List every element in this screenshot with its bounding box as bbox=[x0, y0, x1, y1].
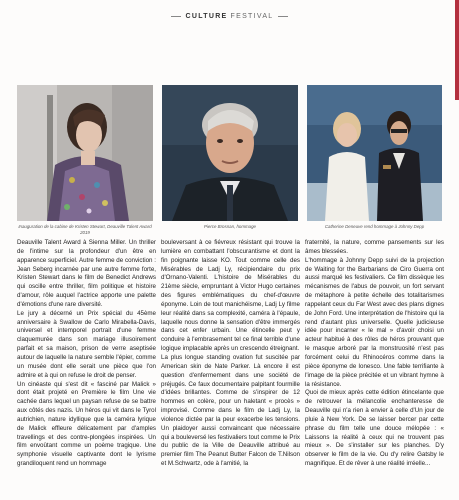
caption-photo-2: Pierce Brosnan, hommage bbox=[204, 224, 256, 229]
section-header bbox=[0, 9, 459, 23]
paragraph: Un cinéaste qui s'est dit « fasciné par Malick » dont était projeté en Première le film Une vie cachée dans lequel un paysan refuse de se battre aux côtés des nazis. Un héros qui vit dans le Tyrol autrichien, nature idyllique que la caméra lyrique de Malick effleure délicatement par d'amples travellings et des contre-plongées inspirées. Un film envoûtant comme un poème tragique. Une symphonie visuelle captivante dont le lyrisme grandiloquent rend un hommage bbox=[17, 380, 156, 468]
caption-photo-1: Inauguration de la cabine de Kristen Stewart, Deauville Talent Award 2019 bbox=[18, 224, 152, 235]
header-rule-right bbox=[278, 16, 288, 17]
caption-photo-3: Catherine Deneuve rend hommage à Johnny Depp bbox=[324, 224, 425, 229]
article-column-3 bbox=[305, 239, 444, 469]
paragraph: Deauville Talent Award à Sienna Miller. Un thriller de l'intime sur la profondeur d'un être en apparence superficiel. Autre femme de conviction : Jean Seberg incarnée par une autre femme forte, Kristen Stewart dans le film de Benedict Andrews qui oscille entre thriller, film politique et histoire d'amour, rôle auquel l'actrice apporte une palette d'émotions d'une rare diversité. bbox=[17, 239, 156, 308]
photo-kristen-stewart bbox=[17, 85, 153, 221]
paragraph: fraternité, la nature, comme pansements sur les âmes blessées. bbox=[305, 239, 444, 255]
header-rule-left bbox=[171, 16, 181, 17]
paragraph: Le jury a décerné un Prix spécial du 45ème anniversaire à Swallow de Carlo Mirabella-Davis, universel et intemporel portrait d'une femme claquemurée dans son mariage illusoirement parfait et sa maison, prison de verre aseptisée autour de laquelle la nature semble l'épier, comme un musée dont elle serait une pièce que l'on admire et à qui on refuse le droit de penser. bbox=[17, 309, 156, 379]
article-column-2 bbox=[161, 239, 300, 469]
paragraph: L'hommage à Johnny Depp suivi de la projection de Waiting for the Barbarians de Ciro Guerra ont aussi marqué les festivaliers. Ce film dissèque les mécanismes de l'abus de pouvoir, un fort servant de métaphore à petite échelle des totalitarismes rappelant ceux du Far West avec des plans dignes de John Ford. Une interprétation de l'histoire qui la rend d'autant plus universelle. Quelle judicieuse idée pour incarner « le mal » d'avoir choisi un acteur habitué à des rôles de héros prouvant que le masque arboré par la monstruosité n'est pas forcément celui du Rhinocéros comme dans la pièce éponyme de Ionesco. Une fable terrifiante à l'image de la pièce précitée et un vibrant hymne à la résistance. bbox=[305, 256, 444, 388]
subsection-label: FESTIVAL bbox=[230, 12, 274, 20]
paragraph: bouleversant à ce fiévreux résistant qui trouve la lumière en combattant l'obscurantisme et dont la fin poignante laisse KO. Tout comme celle des Misérables de Ladj Ly, récipiendaire du prix d'Ornano-Valenti. L'histoire de Misérables du 21ème siècle, empruntant à Victor Hugo certaines des figures emblématiques du chef-d'œuvre éponyme. Loin de tout manichéisme, Ladj Ly filme leur réalité dans sa complexité, caméra à l'épaule, laquelle nous donne la sensation d'être immergés dans cet enfer urbain. Une étincelle peut y conduire à l'embrasement tel ce final terrible d'une logique implacable après un crescendo étreignant. bbox=[161, 239, 300, 353]
article-column-1 bbox=[17, 239, 156, 469]
photo-pierce-brosnan bbox=[162, 85, 298, 221]
section-label: CULTURE bbox=[185, 12, 228, 20]
paragraph: Quoi de mieux après cette édition étincelante que de retrouver la mélancolie enchanteresse de Deauville qui n'a rien à envier à celle d'Un jour de pluie à New York. De se laisser bercer par cette phrase du film telle une douce mélopée : « Laissons la réalité à ceux qui ne trouvent pas mieux ». De s'installer sur les planches. D'y observer le film de la vie. Ou d'y relire Gatsby le magnifique. Et de rêver à une réalité irréelle... bbox=[305, 389, 444, 468]
paragraph: La plus longue standing ovation fut suscitée par American skin de Nate Parker. Là encore il est question d'enfermement dans une société de préjugés. Ce faux documentaire palpitant fourmille d'idées brillantes. Comme de s'inspirer de 12 hommes en colère, pour un haletant « procès » improvisé. Comme dans le film de Ladj Ly, la violence dictée par la peur exacerbe les tensions. Un plaidoyer aussi convaincant que nécessaire qui a bouleversé les festivaliers tout comme le Prix du public de la Ville de Deauville attribué au premier film The Peanut Butter Falcon de T.Nilson et M.Schwartz, ode à l'amitié, la bbox=[161, 353, 300, 468]
photo-deneuve-depp bbox=[307, 85, 442, 221]
